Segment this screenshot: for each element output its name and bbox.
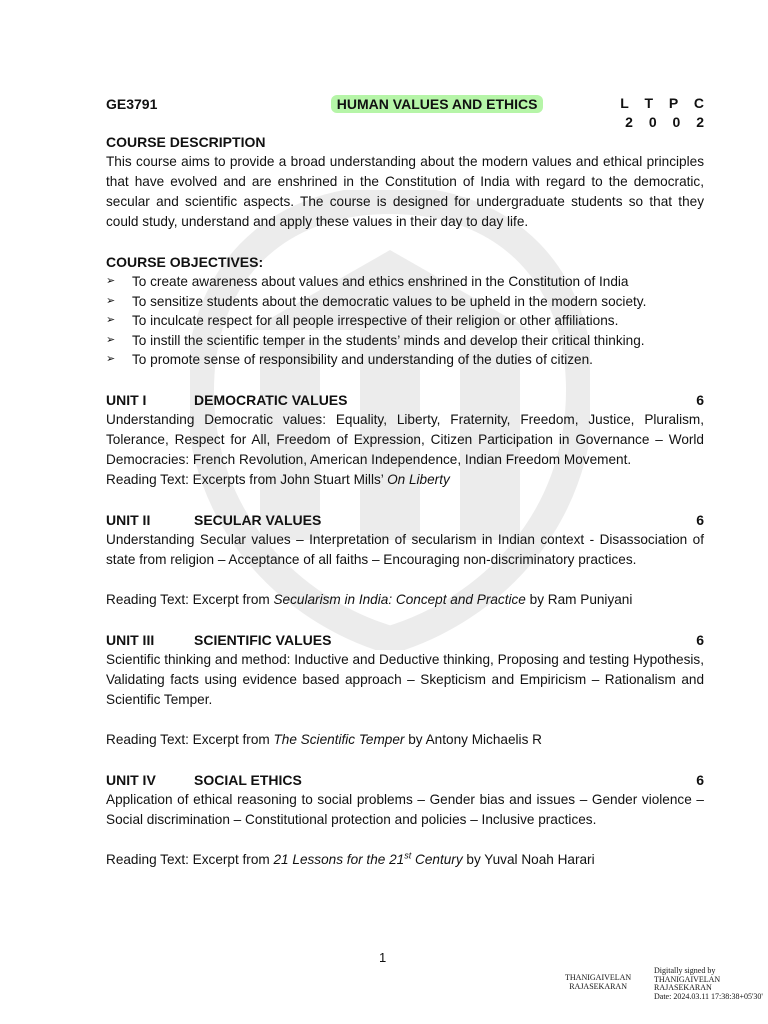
reading-title: On Liberty [387, 471, 450, 487]
course-objectives-heading: COURSE OBJECTIVES: [106, 254, 264, 270]
list-item: ➢ To promote sense of responsibility and understanding of the duties of citizen. [106, 350, 704, 370]
list-item: ➢ To create awareness about values and ethics enshrined in the Constitution of India [106, 272, 704, 292]
arrow-bullet-icon: ➢ [106, 314, 116, 326]
unit-2-text: Understanding Secular values – Interpretation of secularism in Indian context - Disassociation of state from religion – Acceptance of all faiths – Encouraging non-discriminatory practices. [106, 531, 704, 567]
list-item: ➢ To inculcate respect for all people irrespective of their religion or other affiliations. [106, 311, 704, 331]
unit-3-text: Scientific thinking and method: Inductive and Deductive thinking, Proposing and testing Hypothesis, Validating facts using evidence based approach – Skepticism and Empiricism – Rationalism and Scientific Temper. [106, 651, 704, 707]
unit-4-heading [106, 770, 704, 790]
unit-hours: 6 [696, 511, 704, 528]
unit-name: SOCIAL ETHICS [194, 771, 302, 788]
unit-number: UNIT I [106, 391, 147, 408]
arrow-bullet-icon: ➢ [106, 275, 116, 287]
unit-1-heading [106, 390, 704, 410]
ltpc-values: 2 0 0 2 [625, 114, 710, 130]
unit-3-reading-text: Reading Text: Excerpt from The Scientific Temper by Antony Michaelis R [106, 731, 542, 747]
reading-title: Secularism in India: Concept and Practice [273, 591, 526, 607]
arrow-bullet-icon: ➢ [106, 353, 116, 365]
ltpc-labels: L T P C [620, 95, 710, 111]
unit-number: UNIT III [106, 631, 155, 648]
unit-3-heading [106, 630, 704, 650]
reading-title: The Scientific Temper [273, 731, 405, 747]
course-description-text: This course aims to provide a broad understanding about the modern values and ethical principles that have evolved and are enshrined in the Constitution of India with regard to the democratic, secular and scientific aspects. The course is designed for undergraduate students so that they could study, understand and apply these values in their day to day life. [106, 154, 704, 229]
unit-number: UNIT II [106, 511, 151, 528]
arrow-bullet-icon: ➢ [106, 294, 116, 307]
unit-hours: 6 [696, 391, 704, 408]
course-title: HUMAN VALUES AND ETHICS [331, 95, 544, 113]
course-description-heading: COURSE DESCRIPTION [106, 134, 266, 150]
unit-4-reading-text: Reading Text: Excerpt from 21 Lessons for the 21st Century by Yuval Noah Harari [106, 849, 595, 867]
unit-name: DEMOCRATIC VALUES [194, 391, 348, 408]
course-code: GE3791 [106, 96, 158, 112]
document-content [106, 94, 710, 870]
unit-hours: 6 [696, 631, 704, 648]
signer-name: THANIGAIVELAN RAJASEKARAN [565, 973, 632, 991]
unit-2-reading-text: Reading Text: Excerpt from Secularism in India: Concept and Practice by Ram Puniyani [106, 591, 633, 607]
list-item: ➢ To sensitize students about the democratic values to be upheld in the modern society. [106, 292, 704, 312]
ltpc-block [620, 94, 710, 132]
arrow-bullet-icon: ➢ [106, 333, 116, 346]
unit-4-text: Application of ethical reasoning to social problems – Gender bias and issues – Gender violence – Social discrimination – Constitutional protection and policies – Inclusive practices. [106, 791, 704, 827]
unit-1-reading-text: Reading Text: Excerpts from John Stuart Mills’ On Liberty [106, 471, 450, 487]
unit-number: UNIT IV [106, 771, 156, 788]
unit-name: SECULAR VALUES [194, 511, 322, 528]
course-objectives-list [106, 272, 704, 370]
page-number: 1 [379, 950, 387, 965]
reading-title: 21 Lessons for the 21st Century [273, 849, 463, 867]
unit-2-heading [106, 510, 704, 530]
unit-name: SCIENTIFIC VALUES [194, 631, 332, 648]
digital-signature-block: Digitally signed by THANIGAIVELAN RAJASEKARAN Date: 2024.03.11 17:38:38+05'30' [654, 966, 763, 1001]
course-header [106, 94, 710, 132]
unit-1-text: Understanding Democratic values: Equality, Liberty, Fraternity, Freedom, Justice, Pluralism, Tolerance, Respect for All, Freedom of Expression, Citizen Participation in Governance – World Democracies: French Revolution, American Independence, Indian Freedom Movement. [106, 411, 704, 467]
unit-hours: 6 [696, 771, 704, 788]
list-item: ➢ To instill the scientific temper in the students’ minds and develop their critical thinking. [106, 331, 704, 351]
